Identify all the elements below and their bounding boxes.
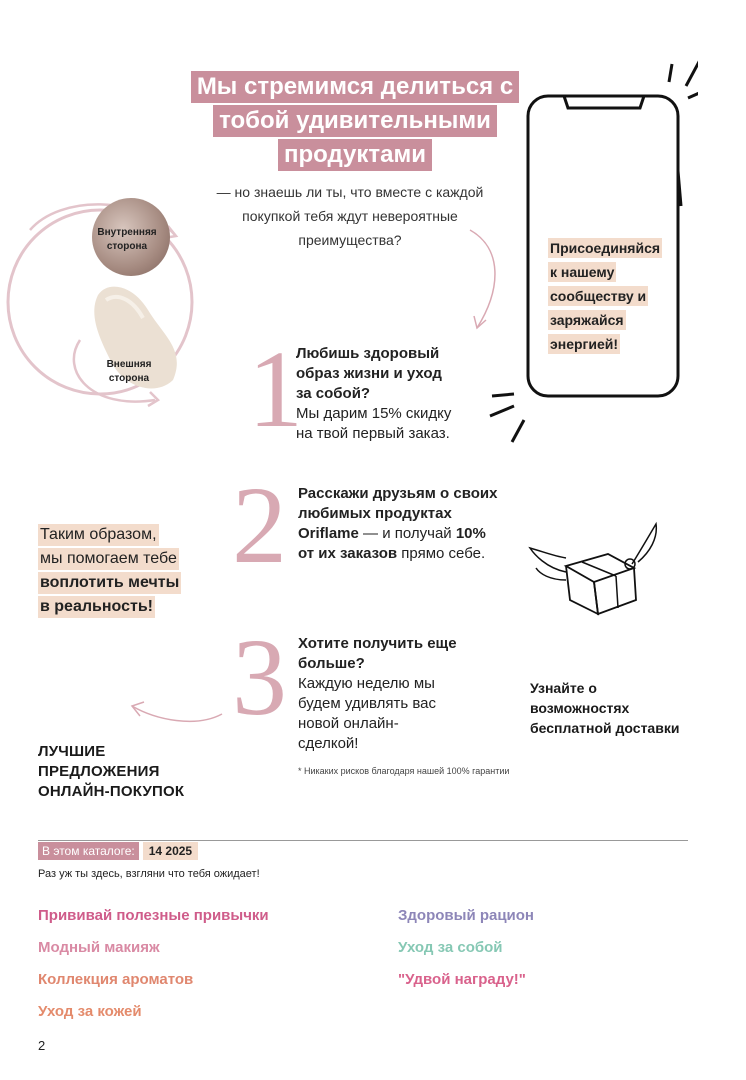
subtext-line: — но знаешь ли ты, что вместе с каждой [216, 184, 484, 200]
step-1-title-line: образ жизни и уход [296, 365, 442, 382]
step-number-3: 3 [232, 616, 287, 738]
catalog-label: В этом каталоге: [38, 842, 139, 860]
step-2-text [298, 484, 518, 564]
step-1-title-line: за собой? [296, 385, 371, 402]
catalog-link[interactable]: Уход за кожей [38, 1003, 142, 1020]
step-2-title-line: Расскажи друзьям о своих [298, 485, 498, 502]
best-offers-line: ПРЕДЛОЖЕНИЯ [38, 763, 160, 780]
page-number: 2 [38, 1038, 46, 1053]
catalog-link[interactable]: Коллекция ароматов [38, 971, 194, 988]
step-1-body-line: Мы дарим 15% скидку [296, 405, 452, 422]
guarantee-footnote: * Никаких рисков благодаря нашей 100% гарантии [298, 766, 510, 776]
phone-callout-line: сообществу и [550, 288, 647, 304]
step-3-body-line: новой онлайн- [298, 715, 399, 732]
section-divider [38, 840, 688, 841]
dream-line: Таким образом, [38, 524, 159, 546]
phone-callout-line: энергией! [550, 336, 619, 352]
delivery-line: бесплатной доставки [530, 720, 680, 736]
catalog-link[interactable]: Модный макияж [38, 939, 160, 956]
headline [190, 70, 520, 172]
dream-line-bold: в реальность! [38, 596, 155, 618]
best-offers-heading [38, 742, 238, 802]
step-3-body-line: сделкой! [298, 735, 359, 752]
inner-label-line: Внутренняя [97, 227, 157, 238]
step-3-title-line: Хотите получить еще [298, 635, 457, 652]
step-3-title-line: больше? [298, 655, 365, 672]
step-3-body-line: Каждую неделю мы [298, 675, 435, 692]
inner-side-label [92, 226, 162, 254]
best-offers-line: ОНЛАЙН-ПОКУПОК [38, 783, 185, 800]
step-3-body-line: будем удивлять вас [298, 695, 436, 712]
headline-line: тобой удивительными [213, 105, 497, 137]
step-2-title-line: любимых продуктах [298, 505, 452, 522]
inner-label-line: сторона [106, 241, 148, 252]
catalog-link[interactable]: Здоровый рацион [398, 907, 534, 924]
catalog-link[interactable]: Прививай полезные привычки [38, 907, 269, 924]
outer-label-line: сторона [108, 373, 150, 384]
step-1-title-line: Любишь здоровый [296, 345, 440, 362]
dream-line-bold: воплотить мечты [38, 572, 181, 594]
step-3-text [298, 634, 478, 754]
dream-line: мы помогаем тебе [38, 548, 179, 570]
step-1-body-line: на твой первый заказ. [296, 425, 450, 442]
catalog-link[interactable]: "Удвой награду!" [398, 971, 526, 988]
catalog-links-right [398, 906, 698, 990]
best-offers-line: ЛУЧШИЕ [38, 743, 106, 760]
step-number-1: 1 [248, 328, 303, 450]
catalog-link[interactable]: Уход за собой [398, 939, 503, 956]
step-2-orders: от их заказов [298, 545, 398, 562]
phone-callout-line: к нашему [550, 264, 615, 280]
step-2-percent: 10% [455, 525, 486, 542]
delivery-line: возможностях [530, 700, 630, 716]
outer-side-label [96, 358, 162, 386]
winged-gift-box-icon [526, 518, 666, 618]
catalog-issue: 14 2025 [143, 842, 198, 860]
catalog-links-left [38, 906, 378, 1022]
step-1-text [296, 344, 496, 444]
phone-callout-line: Присоединяйся [550, 240, 661, 256]
catalog-tag [38, 842, 198, 860]
step-2-text-part: — и получай [358, 525, 456, 542]
subtext-line: преимущества? [298, 232, 402, 248]
headline-line: продуктами [278, 139, 432, 171]
step-2-brand: Oriflame [298, 525, 359, 542]
free-delivery-note [530, 678, 720, 738]
headline-line: Мы стремимся делиться с [191, 71, 519, 103]
phone-callout-line: заряжайся [550, 312, 624, 328]
step-number-2: 2 [232, 464, 287, 586]
subtext-line: покупкой тебя ждут невероятные [242, 208, 458, 224]
catalog-intro: Раз уж ты здесь, взгляни что тебя ожидает! [38, 868, 260, 880]
phone-callout [548, 238, 678, 358]
dream-callout [38, 524, 238, 620]
delivery-line: Узнайте о [530, 680, 597, 696]
step-2-text-part: прямо себе. [397, 545, 486, 562]
curved-arrow-left-icon [126, 690, 226, 730]
outer-label-line: Внешняя [106, 359, 152, 370]
